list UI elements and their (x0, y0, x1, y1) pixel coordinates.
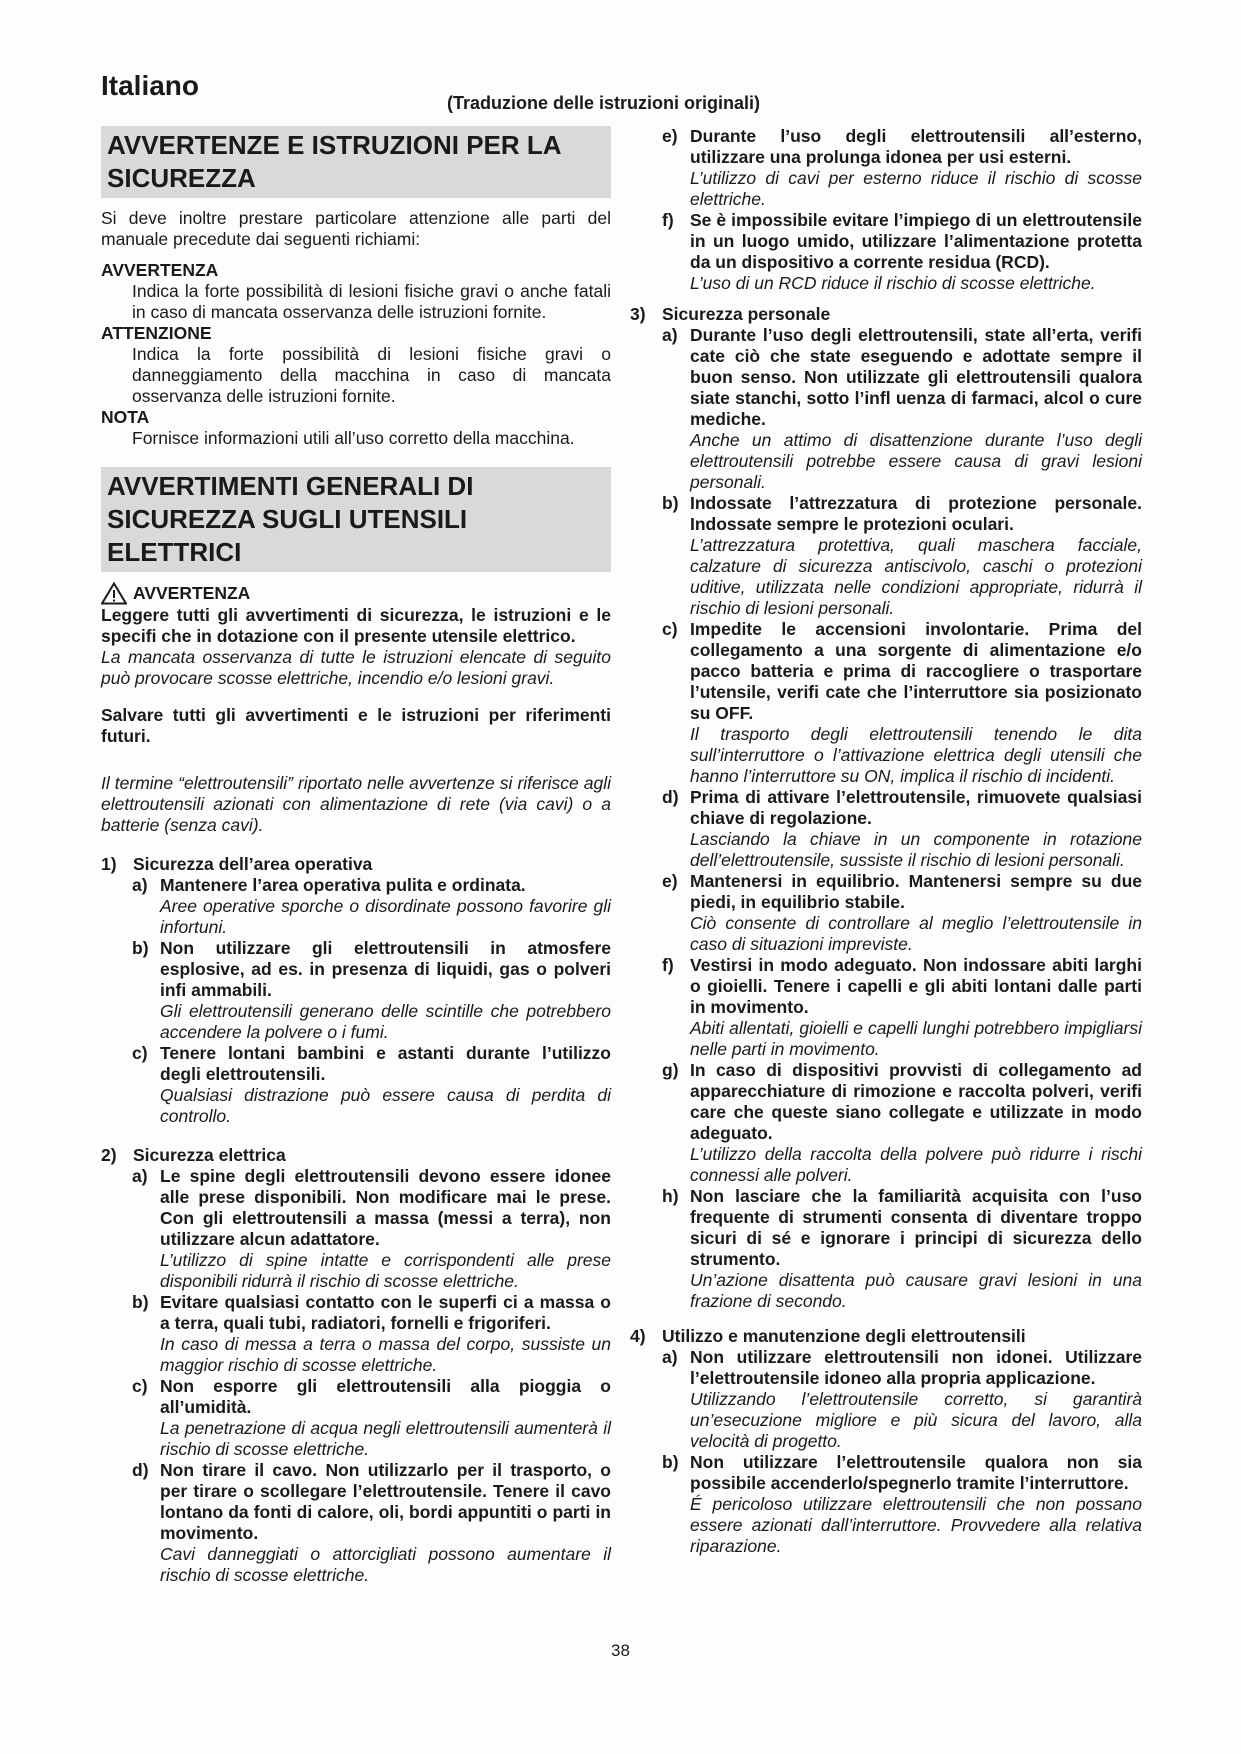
list-item (662, 619, 1142, 787)
read-all-warnings: Leggere tutti gli avvertimenti di sicurezza, le istruzioni e le specifi che in dotazione con il presente utensile elettrico. (101, 605, 611, 646)
language-heading: Italiano (101, 70, 200, 101)
item-explanation: É pericoloso utilizzare elettroutensili che non possano essere azionati dall’interruttore. Provvedere alla relativa riparazione. (690, 1494, 1142, 1556)
item-instruction: Non utilizzare l’elettroutensile qualora non sia possibile accenderlo/spegnerlo tramite l’interruttore. (690, 1452, 1142, 1493)
item-marker: h) (662, 1186, 679, 1206)
section-2-heading (101, 1145, 611, 1166)
list-item (662, 126, 1142, 210)
list-item (132, 1166, 611, 1292)
warning-label-row (101, 582, 611, 605)
item-instruction: Durante l’uso degli elettroutensili all’esterno, utilizzare una prolunga idonea per usi esterni. (690, 126, 1142, 167)
item-explanation: Cavi danneggiati o attorcigliati possono aumentare il rischio di scosse elettriche. (160, 1544, 611, 1585)
item-marker: c) (132, 1376, 148, 1396)
item-instruction: Non lasciare che la familiarità acquisita con l’uso frequente di strumenti consenta di diventare troppo sicuri di sé e ignorare i principi di sicurezza dello strumento. (690, 1186, 1142, 1269)
item-marker: b) (132, 1292, 149, 1312)
list-item (662, 787, 1142, 871)
term-definition: Il termine “elettroutensili” riportato nelle avvertenze si riferisce agli elettroutensili azionati con alimentazione di rete (via cavi) o a batterie (senza cavi). (101, 773, 611, 835)
left-column (101, 126, 611, 1586)
warning-triangle-icon (101, 582, 127, 605)
item-explanation: In caso di messa a terra o massa del corpo, sussiste un maggior rischio di scosse elettriche. (160, 1334, 611, 1375)
item-explanation: Utilizzando l’elettroutensile corretto, si garantirà un’esecuzione migliore e più sicura del lavoro, alla velocità di progetto. (690, 1389, 1142, 1451)
item-instruction: Impedite le accensioni involontarie. Prima del collegamento a una sorgente di alimentazione e/o pacco batteria e prima di raccogliere o trasportare l’utensile, verifi cate che l’interruttore sia posizionato su OFF. (690, 619, 1142, 723)
item-instruction: Se è impossibile evitare l’impiego di un elettroutensile in un luogo umido, utilizzare l’alimentazione protetta da un dispositivo a corrente residua (RCD). (690, 210, 1142, 272)
section-title: Sicurezza personale (662, 304, 831, 324)
list-item (132, 1460, 611, 1586)
list-item (662, 210, 1142, 294)
item-instruction: Mantenersi in equilibrio. Mantenersi sempre su due piedi, in equilibrio stabile. (690, 871, 1142, 912)
item-instruction: Durante l’uso degli elettroutensili, state all’erta, verifi cate ciò che state eseguendo e adottate sempre il buon senso. Non utilizzate gli elettroutensili qualora siate stanchi, sotto l’infl uenza di farmaci, alcol o cure mediche. (690, 325, 1142, 429)
attenzione-title: ATTENZIONE (101, 323, 212, 343)
failure-consequence: La mancata osservanza di tutte le istruzioni elencate di seguito può provocare scosse elettriche, incendio e/o lesioni gravi. (101, 647, 611, 688)
section-number: 4) (630, 1326, 646, 1346)
general-warnings-banner: AVVERTIMENTI GENERALI DI SICUREZZA SUGLI UTENSILI ELETTRICI (101, 467, 611, 572)
item-marker: d) (132, 1460, 149, 1480)
item-instruction: Le spine degli elettroutensili devono essere idonee alle prese disponibili. Non modificare mai le prese. Con gli elettroutensili a massa (messi a terra), non utilizzare alcun adattatore. (160, 1166, 611, 1249)
list-item (132, 1376, 611, 1460)
item-explanation: Aree operative sporche o disordinate possono favorire gli infortuni. (160, 896, 611, 937)
item-instruction: Mantenere l’area operativa pulita e ordinata. (160, 875, 526, 895)
item-instruction: Non esporre gli elettroutensili alla pioggia o all’umidità. (160, 1376, 611, 1417)
list-item (662, 325, 1142, 493)
item-marker: c) (132, 1043, 148, 1063)
section-3-heading (630, 304, 1142, 325)
section-number: 3) (630, 304, 646, 324)
item-explanation: Ciò consente di controllare al meglio l’elettroutensile in caso di situazioni impreviste. (690, 913, 1142, 954)
item-explanation: La penetrazione di acqua negli elettroutensili aumenterà il rischio di scosse elettriche. (160, 1418, 611, 1459)
item-explanation: Un’azione disattenta può causare gravi lesioni in una frazione di secondo. (690, 1270, 1142, 1311)
save-instructions: Salvare tutti gli avvertimenti e le istruzioni per riferimenti futuri. (101, 705, 611, 746)
item-marker: a) (132, 875, 148, 895)
safety-instructions-banner: AVVERTENZE E ISTRUZIONI PER LA SICUREZZA (101, 126, 611, 198)
item-explanation: Lasciando la chiave in un componente in rotazione dell’elettroutensile, sussiste il rischio di lesioni personali. (690, 829, 1142, 870)
item-marker: a) (132, 1166, 148, 1186)
item-marker: c) (662, 619, 678, 639)
translation-subtitle: (Traduzione delle istruzioni originali) (447, 93, 761, 113)
warning-label: AVVERTENZA (133, 583, 251, 603)
item-explanation: L’utilizzo della raccolta della polvere può ridurre i rischi connessi alle polveri. (690, 1144, 1142, 1185)
item-instruction: Prima di attivare l’elettroutensile, rimuovete qualsiasi chiave di regolazione. (690, 787, 1142, 828)
list-item (132, 875, 611, 938)
item-marker: g) (662, 1060, 679, 1080)
item-explanation: Anche un attimo di disattenzione durante l’uso degli elettroutensili potrebbe essere causa di gravi lesioni personali. (690, 430, 1142, 492)
item-marker: a) (662, 1347, 678, 1367)
attenzione-body: Indica la forte possibilità di lesioni fisiche gravi o danneggiamento della macchina in caso di mancata osservanza delle istruzioni fornite. (132, 344, 611, 406)
list-item (132, 938, 611, 1043)
list-item (662, 493, 1142, 619)
item-instruction: Vestirsi in modo adeguato. Non indossare abiti larghi o gioielli. Tenere i capelli e gli abiti lontani dalle parti in movimento. (690, 955, 1142, 1017)
item-explanation: Qualsiasi distrazione può essere causa di perdita di controllo. (160, 1085, 611, 1126)
right-column (630, 126, 1142, 1557)
item-instruction: Non tirare il cavo. Non utilizzarlo per il trasporto, o per tirare o scollegare l’elettroutensile. Tenere il cavo lontano da fonti di calore, oli, bordi appuntiti o parti in movimento. (160, 1460, 611, 1543)
section-1-heading (101, 854, 611, 875)
section-number: 2) (101, 1145, 117, 1165)
item-explanation: L’uso di un RCD riduce il rischio di scosse elettriche. (690, 273, 1096, 293)
item-marker: b) (132, 938, 149, 958)
item-marker: a) (662, 325, 678, 345)
section-title: Utilizzo e manutenzione degli elettroutensili (662, 1326, 1026, 1346)
list-item (662, 1347, 1142, 1452)
avvertenza-body: Indica la forte possibilità di lesioni fisiche gravi o anche fatali in caso di mancata osservanza delle istruzioni fornite. (132, 281, 611, 322)
item-explanation: L’attrezzatura protettiva, quali maschera facciale, calzature di sicurezza antiscivolo, caschi o protezioni uditive, utilizzata nelle condizioni appropriate, ridurrà il rischio di lesioni personali. (690, 535, 1142, 618)
item-explanation: L’utilizzo di spine intatte e corrispondenti alle prese disponibili ridurrà il rischio di scosse elettriche. (160, 1250, 611, 1291)
nota-title: NOTA (101, 407, 150, 427)
page-number: 38 (611, 1641, 630, 1660)
section-number: 1) (101, 854, 117, 874)
item-explanation: Il trasporto degli elettroutensili tenendo le dita sull’interruttore o l’attivazione elettrica degli utensili che hanno l’interruttore su ON, implica il rischio di incidenti. (690, 724, 1142, 786)
nota-body: Fornisce informazioni utili all’uso corretto della macchina. (132, 428, 575, 448)
avvertenza-title: AVVERTENZA (101, 260, 219, 280)
section-4-heading (630, 1326, 1142, 1347)
section-title: Sicurezza dell’area operativa (133, 854, 373, 874)
list-item (662, 871, 1142, 955)
section-title: Sicurezza elettrica (133, 1145, 286, 1165)
list-item (662, 1452, 1142, 1557)
item-marker: d) (662, 787, 679, 807)
item-instruction: Non utilizzare gli elettroutensili in atmosfere esplosive, ad es. in presenza di liquidi, gas o polveri infi ammabili. (160, 938, 611, 1000)
list-item (132, 1292, 611, 1376)
intro-text: Si deve inoltre prestare particolare attenzione alle parti del manuale precedute dai seguenti richiami: (101, 208, 611, 249)
item-marker: b) (662, 1452, 679, 1472)
item-explanation: Abiti allentati, gioielli e capelli lunghi potrebbero impigliarsi nelle parti in movimento. (690, 1018, 1142, 1059)
item-marker: b) (662, 493, 679, 513)
item-instruction: Indossate l’attrezzatura di protezione personale. Indossate sempre le protezioni oculari. (690, 493, 1142, 534)
item-explanation: L’utilizzo di cavi per esterno riduce il rischio di scosse elettriche. (690, 168, 1142, 209)
item-marker: e) (662, 126, 678, 146)
list-item (662, 1186, 1142, 1312)
item-marker: e) (662, 871, 678, 891)
list-item (662, 1060, 1142, 1186)
item-instruction: Non utilizzare elettroutensili non idonei. Utilizzare l’elettroutensile idoneo alla propria applicazione. (690, 1347, 1142, 1388)
list-item (662, 955, 1142, 1060)
item-instruction: Evitare qualsiasi contatto con le superfi ci a massa o a terra, quali tubi, radiatori, fornelli e frigoriferi. (160, 1292, 611, 1333)
item-explanation: Gli elettroutensili generano delle scintille che potrebbero accendere la polvere o i fumi. (160, 1001, 611, 1042)
list-item (132, 1043, 611, 1127)
item-marker: f) (662, 955, 674, 975)
item-instruction: In caso di dispositivi provvisti di collegamento ad apparecchiature di rimozione e raccolta polveri, verifi care che queste siano collegate e utilizzate in modo adeguato. (690, 1060, 1142, 1143)
item-instruction: Tenere lontani bambini e astanti durante l’utilizzo degli elettroutensili. (160, 1043, 611, 1084)
item-marker: f) (662, 210, 674, 230)
